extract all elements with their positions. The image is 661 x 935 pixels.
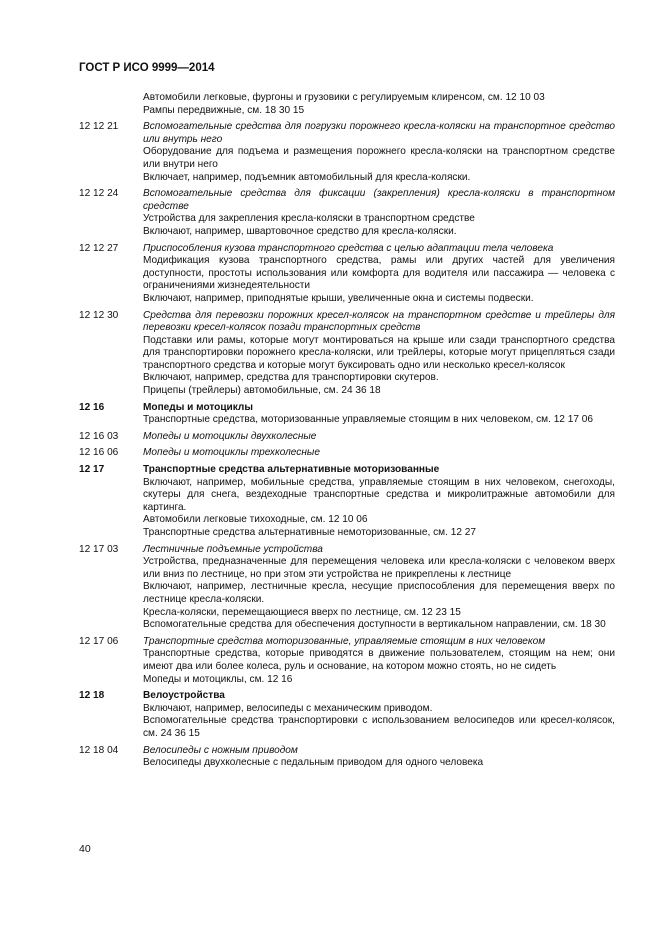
- classification-entry: [79, 402, 615, 427]
- entry-body: [143, 402, 615, 427]
- entry-body: [143, 310, 615, 398]
- entry-body: [143, 636, 615, 686]
- entry-code: 12 12 24: [79, 188, 119, 200]
- entry-description: Включают, например, средства для транспортировки скутеров.: [143, 372, 439, 384]
- classification-entry: [79, 745, 615, 770]
- entry-body: [143, 188, 615, 238]
- entry-description: Автомобили легковые тихоходные, см. 12 10 06: [143, 514, 368, 526]
- entry-description: Велосипеды двухколесные с педальным приводом для одного человека: [143, 757, 484, 769]
- entry-description: Транспортные средства альтернативные немоторизованные, см. 12 27: [143, 527, 476, 538]
- entry-title: Мопеды и мотоциклы: [143, 401, 253, 413]
- classification-entry: [79, 690, 615, 740]
- entry-code: 12 12 27: [79, 242, 119, 254]
- entry-title: Приспособления кузова транспортного средства с целью адаптации тела человека: [143, 242, 554, 254]
- classification-entry: [79, 464, 615, 540]
- entry-description: Включают, например, мобильные средства, управляемые стоящим в них человеком, снегоходы, скутеры для снега, вездеходные транспортные средства и микролитражные автомобили для картинга.: [143, 476, 615, 513]
- entry-description: Транспортные средства, которые приводятся в движение пользователем, стоящим на нем; они имеют два или более колеса, руль и основание, на котором можно стоять, но не сидеть: [143, 648, 615, 672]
- entry-title: Велосипеды с ножным приводом: [143, 744, 298, 756]
- entry-title: Велоустройства: [143, 690, 225, 702]
- entry-title: Транспортные средства моторизованные, управляемые стоящим в них человеком: [143, 635, 546, 647]
- entry-description: Устройства, предназначенные для перемещения человека или кресла-коляски с человеком вверх или вниз по лестнице, но при этом эти устройства не прикреплены к лестнице: [143, 556, 615, 580]
- classification-entry: [79, 310, 615, 398]
- entry-body: [143, 464, 615, 540]
- entry-description: Вспомогательные средства для обеспечения доступности в вертикальном направлении, см. 18 30: [143, 619, 606, 631]
- entry-body: [143, 745, 615, 770]
- entry-description: Вспомогательные средства транспортировки с использованием велосипедов или кресел-колясок, см. 24 36 15: [143, 715, 615, 739]
- entry-title: Лестничные подъемные устройства: [143, 543, 323, 555]
- entry-description: Включают, например, швартовочное средство для кресла-коляски.: [143, 225, 457, 237]
- entry-code: 12 12 21: [79, 121, 119, 133]
- entry-code: 12 16: [79, 401, 105, 413]
- classification-entry: [79, 544, 615, 632]
- page-number: 40: [79, 843, 91, 855]
- entry-description: Кресла-коляски, перемещающиеся вверх по лестнице, см. 12 23 15: [143, 606, 461, 618]
- entry-body: [143, 690, 615, 740]
- classification-entry: [79, 636, 615, 686]
- entry-description: Прицепы (трейлеры) автомобильные, см. 24 36 18: [143, 385, 381, 397]
- entry-description: Оборудование для подъема и размещения порожнего кресла-коляски на транспортном средстве или внутри него: [143, 146, 615, 170]
- entry-body: [143, 243, 615, 306]
- entry-title: Мопеды и мотоциклы трехколесные: [143, 447, 320, 459]
- entry-description: Рампы передвижные, см. 18 30 15: [143, 104, 305, 116]
- entry-description: Подставки или рамы, которые могут монтироваться на крыше или сзади транспортного средства для транспортировки порожнего кресла-коляски, или трейлеры, которые могут прицепляться сзади транспортного средства и которые могут буксировать одно или несколько кресел-колясок: [143, 334, 615, 371]
- entry-code: [79, 92, 143, 117]
- entry-title: Средства для перевозки порожних кресел-колясок на транспортном средстве и трейлеры для перевозки кресел-колясок позади транспортных средств: [143, 309, 615, 334]
- classification-entry: [79, 447, 615, 460]
- entry-body: [143, 92, 615, 117]
- entry-body: [143, 431, 615, 444]
- entry-description: Транспортные средства, моторизованные управляемые стоящим в них человеком, см. 12 17 06: [143, 414, 593, 426]
- entry-code: 12 17 03: [79, 543, 119, 555]
- classification-entry: [79, 188, 615, 238]
- entry-description: Устройства для закрепления кресла-коляски в транспортном средстве: [143, 213, 475, 225]
- classification-entry: [79, 243, 615, 306]
- classification-entry: [79, 431, 615, 444]
- entry-code: 12 16 06: [79, 447, 119, 459]
- entry-code: 12 17 06: [79, 635, 119, 647]
- entry-description: Автомобили легковые, фургоны и грузовики с регулируемым клиренсом, см. 12 10 03: [143, 92, 545, 103]
- document-body: [79, 92, 615, 774]
- entry-body: [143, 544, 615, 632]
- entry-title: Транспортные средства альтернативные моторизованные: [143, 464, 440, 476]
- entry-description: Включают, например, приподнятые крыши, увеличенные окна и системы подвески.: [143, 292, 534, 304]
- page-header: ГОСТ Р ИСО 9999—2014: [79, 62, 215, 74]
- entry-title: Вспомогательные средства для погрузки порожнего кресла-коляски на транспортное средство или внутрь него: [143, 121, 615, 145]
- classification-entry: [79, 121, 615, 184]
- entry-body: [143, 447, 615, 460]
- entry-title: Мопеды и мотоциклы двухколесные: [143, 430, 317, 442]
- entry-code: 12 16 03: [79, 430, 119, 442]
- entry-code: 12 18 04: [79, 744, 119, 756]
- entry-description: Включают, например, лестничные кресла, несущие приспособления для перемещения вверх по лестнице кресла-коляски.: [143, 581, 615, 605]
- entry-description: Включает, например, подъемник автомобильный для кресла-коляски.: [143, 171, 471, 183]
- entry-description: Включают, например, велосипеды с механическим приводом.: [143, 702, 433, 714]
- entry-code: 12 12 30: [79, 309, 119, 321]
- entry-code: 12 18: [79, 690, 105, 702]
- entry-description: Модификация кузова транспортного средства, рамы или других частей для увеличения доступности, простоты использования или комфорта для водителя или пассажира — человека с ограничениями жизнедеятельности: [143, 255, 615, 292]
- entry-body: [143, 121, 615, 184]
- entry-title: Вспомогательные средства для фиксации (закрепления) кресла-коляски в транспортном средстве: [143, 188, 615, 212]
- classification-entry: [79, 92, 615, 117]
- entry-description: Мопеды и мотоциклы, см. 12 16: [143, 673, 293, 685]
- entry-code: 12 17: [79, 464, 105, 476]
